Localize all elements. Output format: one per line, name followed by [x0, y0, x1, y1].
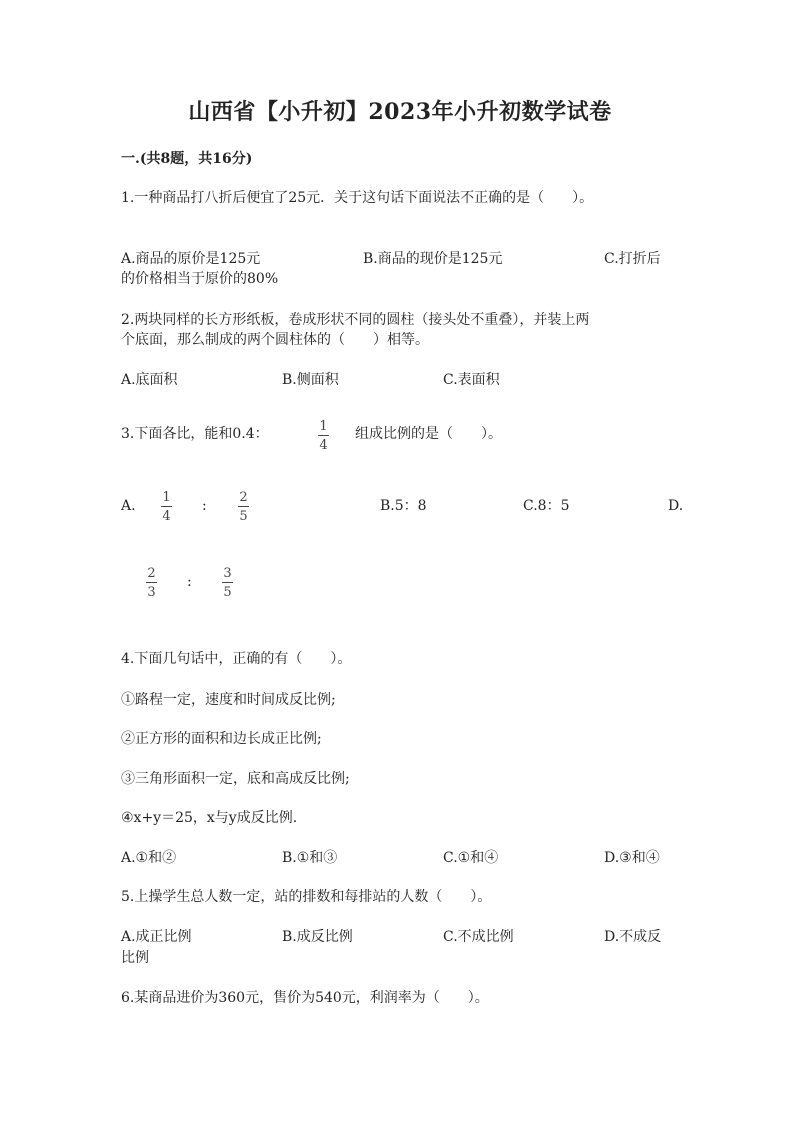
question-5-stem: 5.上操学生总人数一定，站的排数和每排站的人数（ ）。 [121, 889, 492, 905]
fraction-bar [222, 582, 233, 583]
question-2-option-a: A.底面积 [121, 372, 178, 388]
question-3-option-a-fraction-1 [161, 490, 172, 524]
question-4-stem: 4.下面几句话中，正确的有（ ）。 [121, 651, 352, 667]
question-2-option-c: C.表面积 [443, 372, 500, 388]
question-3-stem-post: 组成比例的是（ ）。 [355, 426, 502, 442]
question-5-option-a: A.成正比例 [121, 929, 192, 945]
question-2-option-b: B.侧面积 [282, 372, 339, 388]
question-5-option-d-continued: 比例 [121, 950, 149, 966]
fraction-numerator: 2 [239, 490, 248, 505]
fraction-bar [238, 506, 249, 507]
question-4-statement-2: ②正方形的面积和边长成正比例; [121, 731, 322, 747]
question-1-option-c-continued: 的价格相当于原价的80% [121, 271, 279, 287]
question-4-option-b: B.①和③ [282, 850, 338, 866]
fraction-numerator: 3 [223, 566, 232, 581]
question-2-stem-line2: 个底面，那么制成的两个圆柱体的（ ）相等。 [121, 332, 429, 348]
question-2-stem-line1: 2.两块同样的长方形纸板，卷成形状不同的圆柱（接头处不重叠），并装上两 [121, 312, 590, 328]
question-3-option-d-label: D. [668, 498, 684, 514]
question-1-option-a: A.商品的原价是125元 [121, 251, 261, 267]
fraction-numerator: 2 [147, 566, 156, 581]
section-heading: 一.(共8题，共16分) [121, 151, 253, 167]
question-3-option-a-label: A. [121, 498, 136, 514]
fraction-numerator: 1 [162, 490, 171, 505]
fraction-denominator: 3 [147, 585, 156, 600]
fraction-bar [318, 435, 329, 436]
question-4-statement-4: ④x+y＝25，x与y成反比例. [121, 810, 298, 826]
fraction-numerator: 1 [319, 419, 328, 434]
question-3-stem-fraction [318, 419, 329, 453]
question-5-option-b: B.成反比例 [282, 929, 353, 945]
question-6-stem: 6.某商品进价为360元，售价为540元，利润率为（ ）。 [121, 990, 489, 1006]
fraction-denominator: 5 [223, 585, 232, 600]
question-4-statement-3: ③三角形面积一定，底和高成反比例; [121, 771, 350, 787]
question-1-option-b: B.商品的现价是125元 [363, 251, 503, 267]
page-title: 山西省【小升初】2023年小升初数学试卷 [188, 99, 612, 125]
question-3-option-d-fraction-2 [222, 566, 233, 600]
question-3-option-d-fraction-1 [146, 566, 157, 600]
question-4-option-d: D.③和④ [604, 850, 660, 866]
question-5-option-d: D.不成反 [604, 929, 662, 945]
fraction-bar [161, 506, 172, 507]
question-1-stem: 1.一种商品打八折后便宜了25元．关于这句话下面说法不正确的是（ ）。 [121, 190, 594, 206]
fraction-bar [146, 582, 157, 583]
question-3-option-a-colon: : [202, 498, 207, 514]
question-1-option-c: C.打折后 [604, 251, 661, 267]
question-3-option-c: C.8：5 [523, 498, 570, 514]
question-5-option-c: C.不成比例 [443, 929, 514, 945]
question-4-option-c: C.①和④ [443, 850, 499, 866]
question-3-option-d-colon: : [187, 574, 192, 590]
question-4-statement-1: ①路程一定，速度和时间成反比例; [121, 692, 336, 708]
fraction-denominator: 4 [319, 438, 328, 453]
fraction-denominator: 4 [162, 509, 171, 524]
question-4-option-a: A.①和② [121, 850, 177, 866]
question-3-option-a-fraction-2 [238, 490, 249, 524]
fraction-denominator: 5 [239, 509, 248, 524]
question-3-stem-pre: 3.下面各比，能和0.4： [121, 426, 269, 442]
question-3-option-b: B.5：8 [380, 498, 427, 514]
